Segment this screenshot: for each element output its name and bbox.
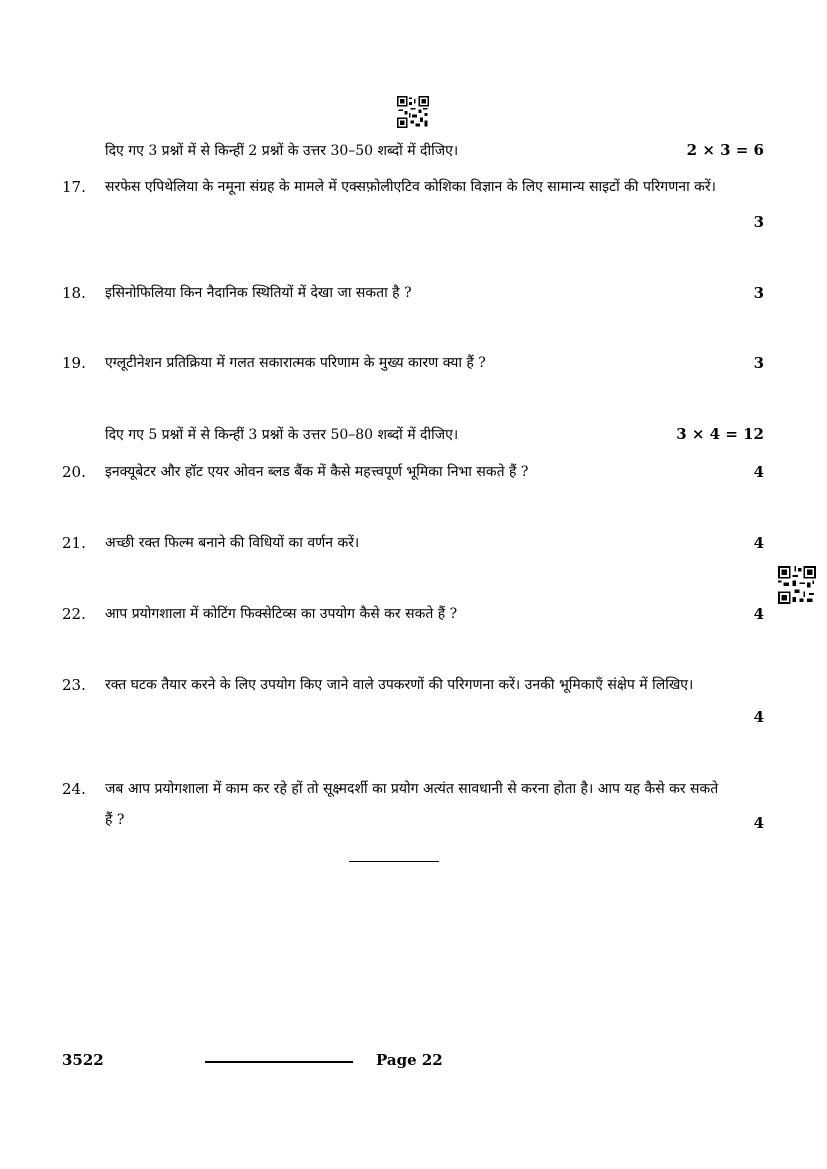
question-number: 18. [62,284,86,302]
question-text: सरफेस एपिथेलिया के नमूना संग्रह के मामले में एक्सफ़ोलीएटिव कोशिका विज्ञान के लिए सामान्य साइटों की परिगणना करें। [105,179,716,195]
question-marks: 4 [753,534,764,552]
question-number: 22. [62,605,86,623]
section-b-instruction: दिए गए 5 प्रश्नों में से किन्हीं 3 प्रश्नों के उत्तर 50–80 शब्दों में दीजिए। [105,427,459,443]
question-marks: 3 [753,213,764,231]
question-text: एग्लूटीनेशन प्रतिक्रिया में गलत सकारात्मक परिणाम के मुख्य कारण क्या हैं ? [105,355,486,371]
question-marks: 4 [753,814,764,832]
qr-code-side [778,566,816,604]
paper-code: 3522 [62,1051,104,1069]
footer-rule [205,1061,353,1063]
question-text: अच्छी रक्त फिल्म बनाने की विधियों का वर्णन करें। [105,535,360,551]
question-number: 21. [62,534,86,552]
question-marks: 3 [753,354,764,372]
page-number: Page 22 [376,1051,443,1069]
question-marks: 4 [753,708,764,726]
question-text: इसिनोफिलिया किन नैदानिक स्थितियों में देखा जा सकता है ? [105,285,412,301]
question-text: जब आप प्रयोगशाला में काम कर रहे हों तो सूक्ष्मदर्शी का प्रयोग अत्यंत सावधानी से करना होता है। आप यह कैसे कर सकते हैं ? [105,781,719,828]
question-text: आप प्रयोगशाला में कोटिंग फिक्सेटिव्स का उपयोग कैसे कर सकते हैं ? [105,606,458,622]
section-a-marks: 2 × 3 = 6 [686,141,764,159]
question-number: 23. [62,676,86,694]
question-number: 24. [62,780,86,798]
question-number: 20. [62,463,86,481]
question-number: 17. [62,178,86,196]
section-a-instruction: दिए गए 3 प्रश्नों में से किन्हीं 2 प्रश्नों के उत्तर 30–50 शब्दों में दीजिए। [105,143,459,159]
question-marks: 4 [753,463,764,481]
question-text: रक्त घटक तैयार करने के लिए उपयोग किए जाने वाले उपकरणों की परिगणना करें। उनकी भूमिकाएँ संक्षेप में लिखिए। [105,677,694,693]
qr-code-top [397,96,429,128]
section-b-marks: 3 × 4 = 12 [676,425,764,443]
question-marks: 3 [753,284,764,302]
end-divider [349,861,439,862]
question-text: इनक्यूबेटर और हॉट एयर ओवन ब्लड बैंक में कैसे महत्त्वपूर्ण भूमिका निभा सकते हैं ? [105,464,529,480]
question-number: 19. [62,354,86,372]
question-marks: 4 [753,605,764,623]
